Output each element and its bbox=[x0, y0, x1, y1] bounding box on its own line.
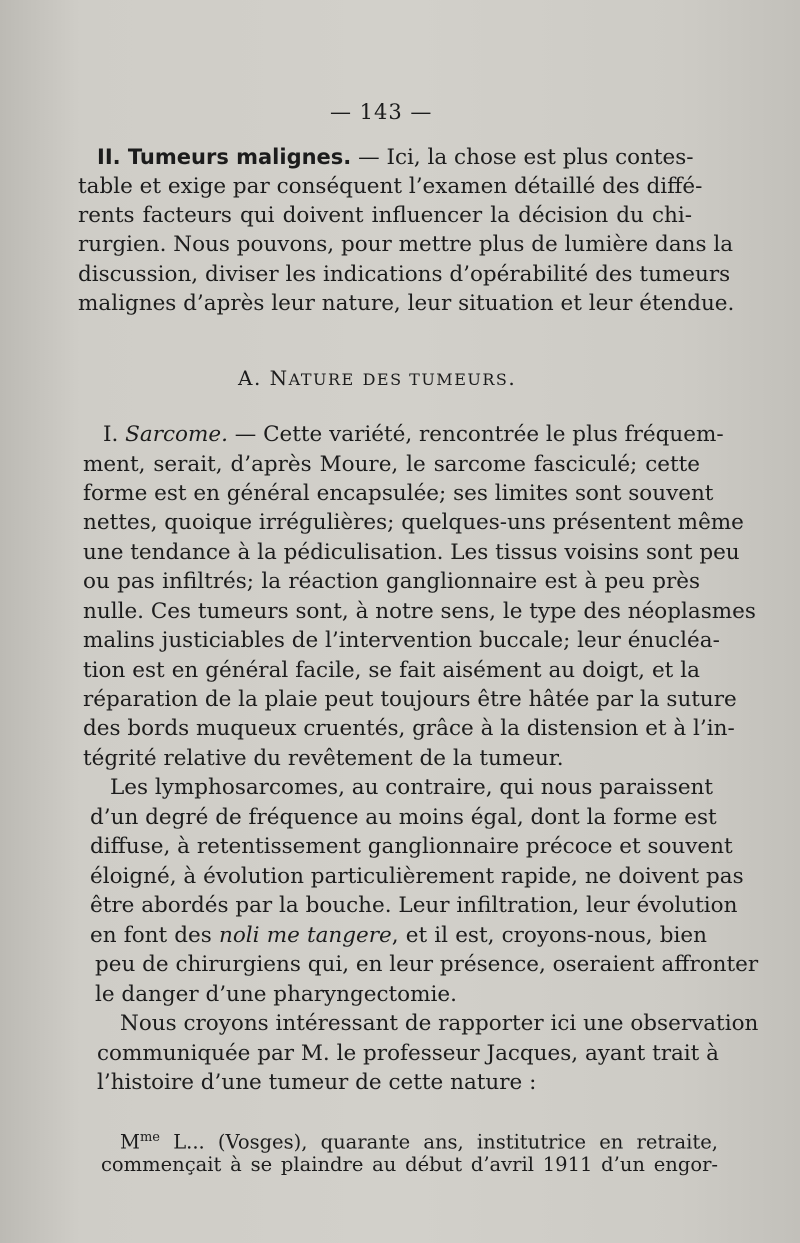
lympho-line-7: peu de chirurgiens qui, en leur présence, oseraient affronter bbox=[95, 952, 759, 977]
sarcome-line-11: des bords muqueux cruentés, grâce à la distension et à l’in- bbox=[83, 716, 735, 741]
page-number: — 143 — bbox=[330, 100, 433, 124]
section-label: A. bbox=[238, 366, 262, 390]
lympho-line-5: être abordés par la bouche. Leur infiltration, leur évolution bbox=[90, 893, 738, 918]
sarcome-line-2: ment, serait, d’après Moure, le sarcome fasciculé; cette bbox=[83, 452, 700, 477]
observation-line-2: communiquée par M. le professeur Jacques, ayant trait à bbox=[97, 1041, 719, 1066]
intro-line-1 bbox=[97, 142, 692, 173]
lympho-line-3: diffuse, à retentissement ganglionnaire précoce et souvent bbox=[90, 834, 733, 859]
sarcome-line-1 bbox=[103, 420, 724, 450]
lympho-latin-phrase: noli me tangere bbox=[218, 923, 392, 948]
section-title-period: . bbox=[508, 366, 517, 390]
intro-line-4: rurgien. Nous pouvons, pour mettre plus de lumière dans la bbox=[78, 232, 734, 257]
intro-heading: II. Tumeurs malignes. bbox=[97, 145, 352, 169]
lympho-line-8: le danger d’une pharyngectomie. bbox=[95, 982, 457, 1007]
sarcome-line-10: réparation de la plaie peut toujours être hâtée par la suture bbox=[83, 687, 737, 712]
lympho-line-6 bbox=[90, 921, 707, 951]
section-title-rest-1: ATURE bbox=[288, 370, 355, 389]
observation-line-3: l’histoire d’une tumeur de cette nature : bbox=[97, 1070, 537, 1095]
sarcome-line-7: nulle. Ces tumeurs sont, à notre sens, le type des néoplasmes bbox=[83, 599, 756, 624]
intro-line-6: malignes d’après leur nature, leur situation et leur étendue. bbox=[78, 291, 735, 316]
sarcome-line-12: tégrité relative du revêtement de la tumeur. bbox=[83, 746, 564, 771]
sarcome-line-8: malins justiciables de l’intervention buccale; leur énucléa- bbox=[83, 628, 720, 653]
lympho-line-2: d’un degré de fréquence au moins égal, dont la forme est bbox=[90, 805, 717, 830]
sarcome-line-3: forme est en général encapsulée; ses limites sont souvent bbox=[83, 481, 714, 506]
section-title bbox=[238, 366, 516, 390]
sarcome-line-6: ou pas infiltrés; la réaction ganglionnaire est à peu près bbox=[83, 569, 700, 594]
case-line-2: commençait à se plaindre au début d’avril 1911 d’un engor- bbox=[101, 1153, 718, 1176]
intro-line-2: table et exige par conséquent l’examen détaillé des diffé- bbox=[78, 174, 703, 199]
case-prefix-sup: me bbox=[139, 1130, 160, 1145]
lympho-line-4: éloigné, à évolution particulièrement rapide, ne doivent pas bbox=[90, 864, 744, 889]
case-line-1-text: L... (Vosges), quarante ans, institutrice en retraite, bbox=[160, 1130, 718, 1154]
lympho-line-6-pre: en font des bbox=[90, 923, 219, 948]
intro-line-5: discussion, diviser les indications d’opérabilité des tumeurs bbox=[78, 262, 731, 287]
sarcome-term: Sarcome. bbox=[125, 422, 228, 447]
lympho-line-1: Les lymphosarcomes, au contraire, qui nous paraissent bbox=[110, 775, 714, 800]
sarcome-line-9: tion est en général facile, se fait aisément au doigt, et la bbox=[83, 658, 700, 683]
intro-line-1-text: — Ici, la chose est plus contes- bbox=[351, 145, 694, 170]
sarcome-line-1-text: — Cette variété, rencontrée le plus fréquem- bbox=[227, 422, 724, 447]
lympho-line-6-post: , et il est, croyons-nous, bien bbox=[391, 923, 707, 948]
section-title-cap: N bbox=[269, 366, 289, 390]
case-prefix: M bbox=[120, 1130, 140, 1154]
section-title-rest-2: DES TUMEURS bbox=[362, 370, 509, 389]
intro-line-3: rents facteurs qui doivent influencer la décision du chi- bbox=[78, 203, 692, 228]
sarcome-line-4: nettes, quoique irrégulières; quelques-uns présentent même bbox=[83, 510, 744, 535]
observation-line-1: Nous croyons intéressant de rapporter ici une observation bbox=[120, 1011, 759, 1036]
sarcome-line-5: une tendance à la pédiculisation. Les tissus voisins sont peu bbox=[83, 540, 740, 565]
sarcome-number: I. bbox=[103, 422, 119, 447]
